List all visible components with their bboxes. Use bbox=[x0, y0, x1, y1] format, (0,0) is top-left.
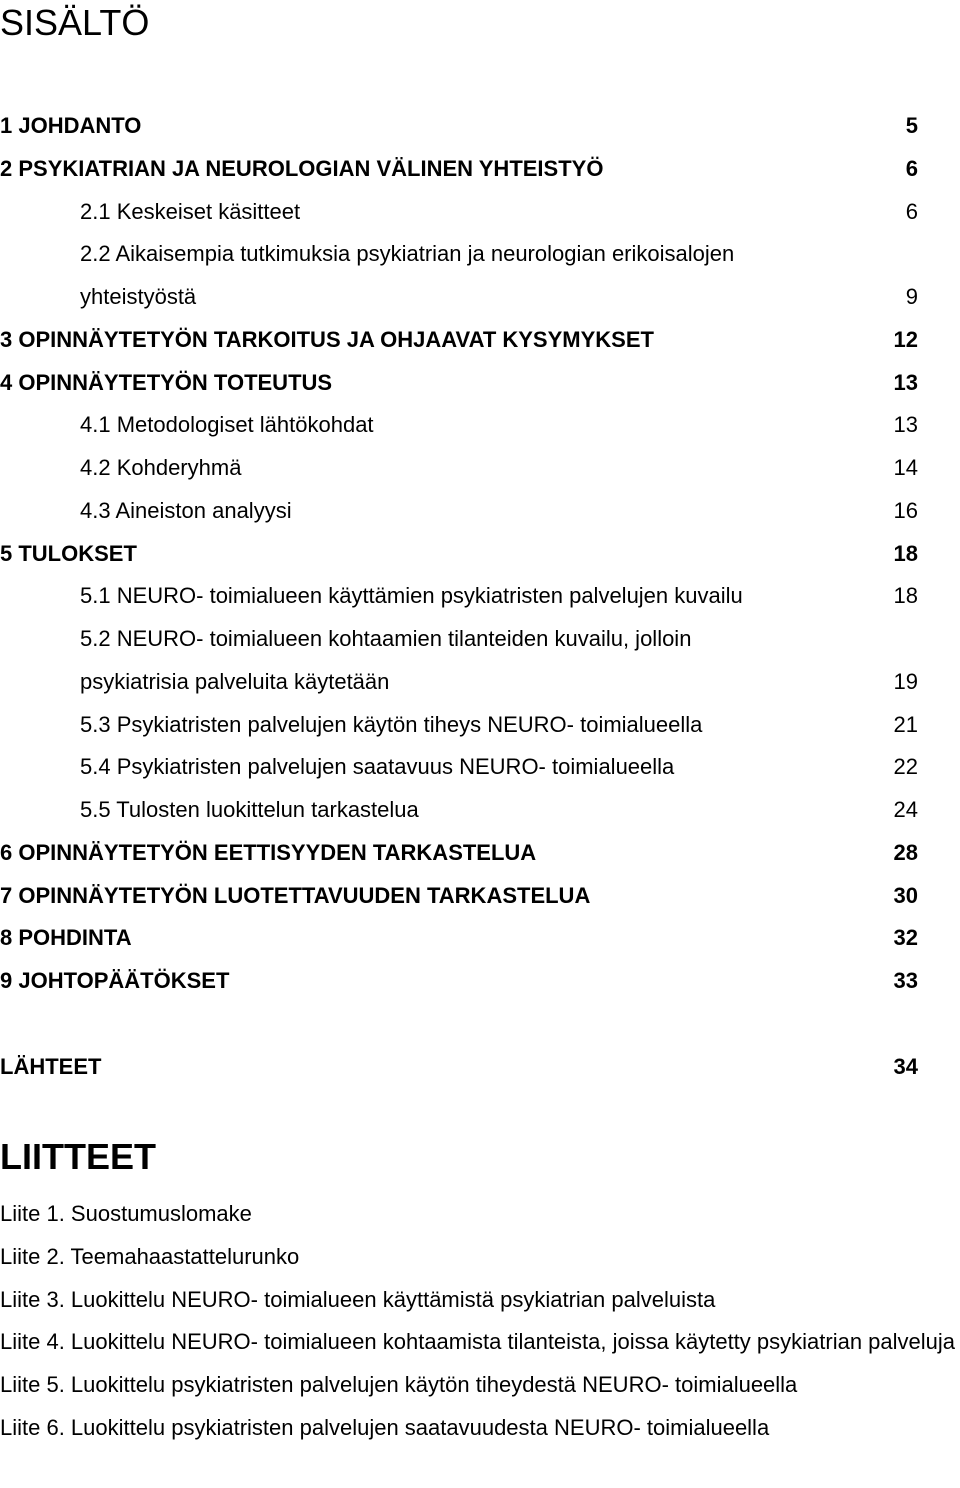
toc-entry-page: 30 bbox=[893, 882, 918, 908]
toc-entry-label: 5 TULOKSET bbox=[0, 540, 137, 566]
toc-entry-label: 5.1 NEURO- toimialueen käyttämien psykiatristen palvelujen kuvailu bbox=[80, 583, 743, 609]
toc-entry-page: 19 bbox=[893, 668, 918, 694]
toc-entry-page: 12 bbox=[893, 326, 918, 352]
toc-entry bbox=[0, 875, 918, 918]
appendix-item: Liite 6. Luokittelu psykiatristen palvelujen saatavuudesta NEURO- toimialueella bbox=[0, 1414, 770, 1440]
toc-entry-label: 4.1 Metodologiset lähtökohdat bbox=[80, 412, 374, 438]
toc-entry bbox=[0, 533, 918, 576]
toc-entry bbox=[0, 789, 918, 832]
toc-entry-label: 9 JOHTOPÄÄTÖKSET bbox=[0, 968, 230, 993]
toc-entry-label: 2.2 Aikaisempia tutkimuksia psykiatrian ja neurologian erikoisalojen bbox=[80, 241, 735, 267]
toc-entry-page: 18 bbox=[893, 540, 918, 566]
toc-entry-page: 18 bbox=[893, 583, 918, 609]
toc-entry bbox=[0, 447, 918, 490]
references-entry bbox=[0, 1046, 918, 1088]
toc-entry bbox=[0, 105, 918, 148]
toc-entry-page: 32 bbox=[893, 925, 918, 951]
appendix-item: Liite 3. Luokittelu NEURO- toimialueen käyttämistä psykiatrian palveluista bbox=[0, 1286, 716, 1312]
toc-entry-label: 7 OPINNÄYTETYÖN LUOTETTAVUUDEN TARKASTELUA bbox=[0, 882, 591, 908]
toc-entry-label: 6 OPINNÄYTETYÖN EETTISYYDEN TARKASTELUA bbox=[0, 839, 537, 865]
toc-entry-label: 5.2 NEURO- toimialueen kohtaamien tilanteiden kuvailu, jolloin bbox=[80, 626, 692, 651]
toc-entry bbox=[0, 960, 918, 1003]
toc-entry bbox=[0, 490, 918, 533]
appendices-title: LIITTEET bbox=[0, 1136, 156, 1177]
toc-entry bbox=[0, 618, 918, 661]
toc-entry-page: 16 bbox=[893, 497, 918, 523]
toc-entry-page: 9 bbox=[905, 284, 918, 309]
toc-entry-label: 8 POHDINTA bbox=[0, 925, 132, 951]
references-page: 34 bbox=[893, 1054, 918, 1079]
references-label: LÄHTEET bbox=[0, 1054, 102, 1079]
appendix-item: Liite 5. Luokittelu psykiatristen palvelujen käytön tiheydestä NEURO- toimialueella bbox=[0, 1372, 798, 1397]
toc-entry-page: 21 bbox=[893, 711, 918, 737]
toc-entry bbox=[0, 191, 918, 234]
toc-entry bbox=[0, 148, 918, 191]
appendices-list bbox=[0, 1193, 956, 1450]
toc-entry-page: 13 bbox=[893, 369, 918, 395]
toc-entry-label: 4 OPINNÄYTETYÖN TOTEUTUS bbox=[0, 369, 333, 395]
toc-entry-page: 6 bbox=[905, 155, 918, 181]
toc-entry bbox=[0, 362, 918, 405]
toc-entry-label: 5.3 Psykiatristen palvelujen käytön tiheys NEURO- toimialueella bbox=[80, 711, 703, 737]
toc-entry bbox=[0, 319, 918, 362]
toc-entry-label: 4.2 Kohderyhmä bbox=[80, 455, 242, 480]
toc-entry-continuation bbox=[0, 661, 918, 704]
toc-entry-label: 1 JOHDANTO bbox=[0, 113, 142, 138]
toc-entry-page: 5 bbox=[905, 113, 918, 138]
toc-entry bbox=[0, 404, 918, 447]
toc-entry-label: 2.1 Keskeiset käsitteet bbox=[80, 198, 301, 224]
toc-entry-page: 33 bbox=[893, 968, 918, 993]
toc-entry-label: psykiatrisia palveluita käytetään bbox=[80, 668, 390, 694]
toc-entry bbox=[0, 575, 918, 618]
page-title: SISÄLTÖ bbox=[0, 2, 150, 43]
appendix-item: Liite 1. Suostumuslomake bbox=[0, 1201, 252, 1226]
appendix-item: Liite 4. Luokittelu NEURO- toimialueen kohtaamista tilanteista, joissa käytetty psykiatrian palveluja bbox=[0, 1329, 956, 1355]
table-of-contents bbox=[0, 105, 918, 1003]
toc-entry-page: 22 bbox=[893, 754, 918, 780]
toc-entry-label: 5.4 Psykiatristen palvelujen saatavuus NEURO- toimialueella bbox=[80, 754, 675, 780]
toc-entry-page: 24 bbox=[893, 797, 918, 822]
toc-entry bbox=[0, 746, 918, 789]
toc-entry bbox=[0, 704, 918, 747]
toc-entry bbox=[0, 832, 918, 875]
toc-entry-label: 4.3 Aineiston analyysi bbox=[80, 497, 292, 523]
toc-entry-label: 3 OPINNÄYTETYÖN TARKOITUS JA OHJAAVAT KYSYMYKSET bbox=[0, 326, 654, 352]
toc-entry-page: 28 bbox=[893, 839, 918, 865]
toc-entry-label: 5.5 Tulosten luokittelun tarkastelua bbox=[80, 797, 419, 822]
toc-entry-label: 2 PSYKIATRIAN JA NEUROLOGIAN VÄLINEN YHTEISTYÖ bbox=[0, 155, 604, 181]
toc-entry-label: yhteistyöstä bbox=[80, 284, 197, 309]
appendix-item: Liite 2. Teemahaastattelurunko bbox=[0, 1243, 300, 1269]
toc-entry-page: 14 bbox=[893, 455, 918, 480]
toc-entry-continuation bbox=[0, 276, 918, 319]
toc-entry bbox=[0, 917, 918, 960]
toc-entry-page: 13 bbox=[893, 412, 918, 438]
toc-entry bbox=[0, 233, 918, 276]
toc-entry-page: 6 bbox=[905, 198, 918, 224]
